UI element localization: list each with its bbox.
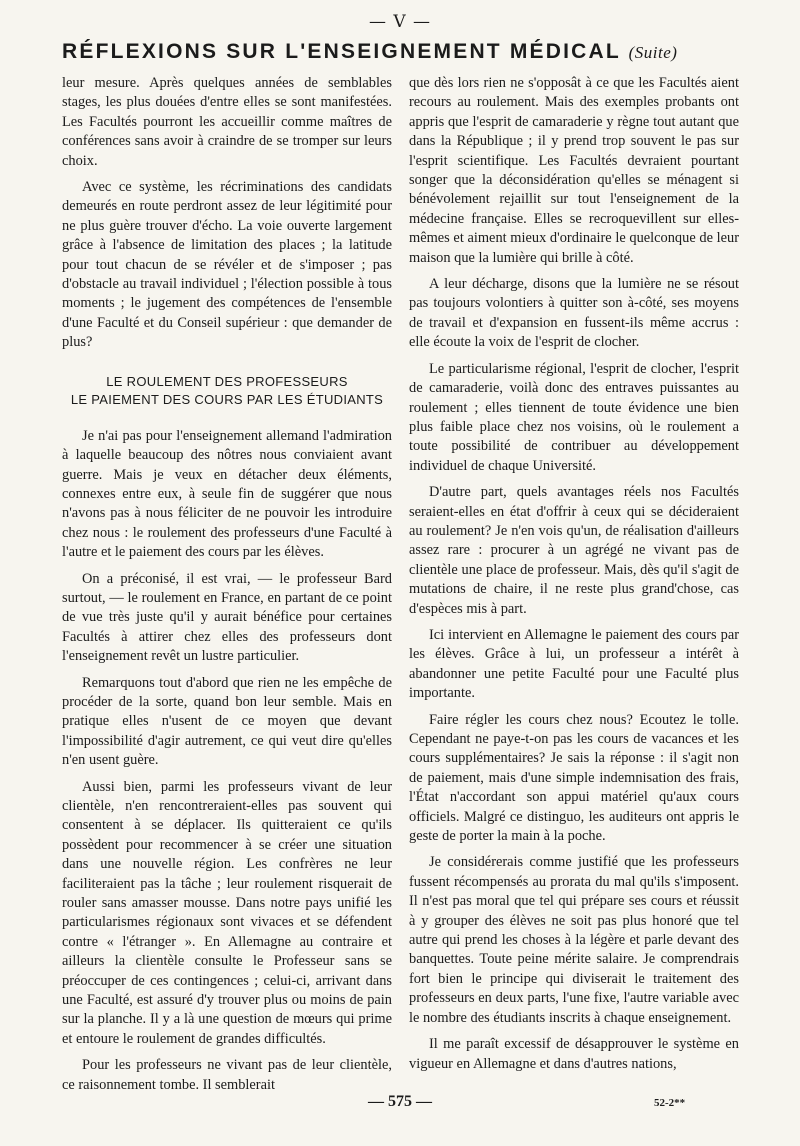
page-title [62, 40, 742, 64]
paragraph: Il me paraît excessif de désapprouver le système en vigueur en Allemagne et dans d'autres nations, [409, 1036, 739, 1072]
paragraph: Pour les professeurs ne vivant pas de leur clientèle, ce raisonnement tombe. Il semblerait [62, 1057, 392, 1093]
paragraph: Aussi bien, parmi les professeurs vivant de leur clientèle, n'en rencontreraient-elles pas souvent qui consentent à se déplacer. Ils quitteraient ce qu'ils possèdent pour recommencer à se créer une situation dans une nouvelle région. Les confrères ne leur faciliteraient pas la tâche ; leur roulement risquerait de rouler sans amasser mousse. Dans notre pays unifié les particularismes régionaux sont vivaces et se défendent contre « l'étranger ». En Allemagne au contraire et ailleurs la clientèle consulte le Professeur sans se préoccuper de ces contingences ; celui-ci, arrivant dans une Faculté, est assuré d'y trouver plus ou moins de pain sur la planche. Il y a là une question de mœurs qui prime et entoure le roulement de grandes difficultés. [62, 778, 392, 1047]
paragraph: leur mesure. Après quelques années de semblables stages, les plus douées d'entre elles se sont manifestées. Les Facultés pourront les accueillir comme maîtres de conférences sans avoir à craindre de se tromper sur leurs choix. [62, 75, 392, 169]
paragraph: D'autre part, quels avantages réels nos Facultés seraient-elles en état d'offrir à ceux qui se décideraient au roulement? Je n'en vois qu'un, de réalisation d'ailleurs assez rare : procurer à un agrégé ne vivant pas de clientèle une place de professeur. Mais, dès qu'il s'agit de mutations de chaire, il ne reste plus grand'chose, cas d'espèces mis à part. [409, 484, 739, 617]
running-head: — V — [368, 12, 432, 32]
paragraph: que dès lors rien ne s'opposât à ce que les Facultés aient recours au roulement. Mais des exemples probants ont appris que l'esprit de camaraderie y règne tout autant que dans la République ; il y prend trop souvent le pas sur l'esprit scientifique. Les Facultés devraient pourtant songer que la déconsidération qu'elles se ménagent si bénévolement rejaillit sur tout l'enseignement de la médecine française. Elles se recroquevillent sur elles-mêmes et aiment mieux d'ordinaire le quelconque de leur maison que la lumière qui brille à côté. [409, 75, 739, 266]
paragraph: A leur décharge, disons que la lumière ne se résout pas toujours volontiers à quitter son à-côté, ses moyens de travail et d'expansion en fussent-ils même accrus : elle écoute la voix de l'esprit de clocher. [409, 276, 739, 351]
paragraph: Avec ce système, les récriminations des candidats demeurés en route perdront assez de leur légitimité pour ne plus guère trouver d'écho. La voie ouverte largement grâce à l'absence de limitation des places ; la latitude pour tout chacun de se révéler et de s'imposer ; pas d'obstacle au travail individuel ; l'élection possible à tous moments ; le jugement des compétences de l'ensemble d'une Faculté et du Conseil supérieur : que demander de plus? [62, 179, 392, 351]
paragraph: Faire régler les cours chez nous? Ecoutez le tolle. Cependant ne paye-t-on pas les cours de vacances et les cours supplémentaires? Je sais la réponse : il s'agit non de paiement, mais d'une simple indemnisation des frais, l'État n'accordant son appui matériel qu'aux cours officiels. Malgré ce distinguo, les auditeurs ont appris le geste de porter la main à la poche. [409, 711, 739, 845]
title-text: RÉFLEXIONS SUR L'ENSEIGNEMENT MÉDICAL [62, 40, 621, 63]
left-column [62, 74, 392, 1102]
section-heading [62, 373, 392, 409]
page-number: — 575 — [368, 1093, 432, 1110]
section-heading-line-1: LE ROULEMENT DES PROFESSEURS [106, 373, 348, 389]
paragraph: Le particularisme régional, l'esprit de clocher, l'esprit de camaraderie, voilà donc des entraves puissantes au roulement ; elles tiennent de toute évidence une bien plus faible place chez nos voisins, où le roulement a toute possibilité de contribuer au développement individuel de chaque Université. [409, 360, 739, 474]
paragraph: Ici intervient en Allemagne le paiement des cours par les élèves. Grâce à lui, un professeur a intérêt à abandonner une petite Faculté pour une Faculté plus importante. [409, 626, 739, 702]
right-column [409, 74, 739, 1081]
title-suite: (Suite) [628, 43, 678, 62]
paragraph: Remarquons tout d'abord que rien ne les empêche de procéder de la sorte, quand bon leur semble. Mais en pratique elles n'usent de ce moyen que devant l'impossibilité d'agir autrement, ce qui veut dire qu'elles n'en usent guère. [62, 674, 392, 769]
paragraph: On a préconisé, il est vrai, — le professeur Bard surtout, — le roulement en France, en partant de ce point de vue très juste qu'il y aurait bénéfice pour certaines Facultés à attirer chez elles des professeurs dont l'enseignement revêt un lustre particulier. [62, 570, 392, 665]
section-heading-line-2: LE PAIEMENT DES COURS PAR LES ÉTUDIANTS [70, 391, 384, 407]
paragraph: Je n'ai pas pour l'enseignement allemand l'admiration à laquelle beaucoup des nôtres nous conviaient avant guerre. Mais je veux en détacher deux éléments, connexes entre eux, à seule fin de suggérer que nous n'avons pas à nous féliciter de ne pouvoir les introduire chez nous : le roulement des professeurs d'une Faculté à l'autre et le paiement des cours par les élèves. [62, 427, 392, 561]
printer-signature: 52-2** [654, 1097, 686, 1109]
paragraph: Je considérerais comme justifié que les professeurs fussent récompensés au prorata du mal qu'ils s'imposent. Il n'est pas moral que tel qui prépare ses cours et réussit à y grouper des élèves ne soit pas plus honoré que tel autre qui prend les choses à la légère et parle devant des banquettes. Toute peine mérite salaire. Je comprendrais fort bien le principe qui diviserait le traitement des professeurs en deux parts, l'une fixe, l'autre variable avec le nombre des étudiants inscrits à chaque enseignement. [409, 854, 739, 1026]
